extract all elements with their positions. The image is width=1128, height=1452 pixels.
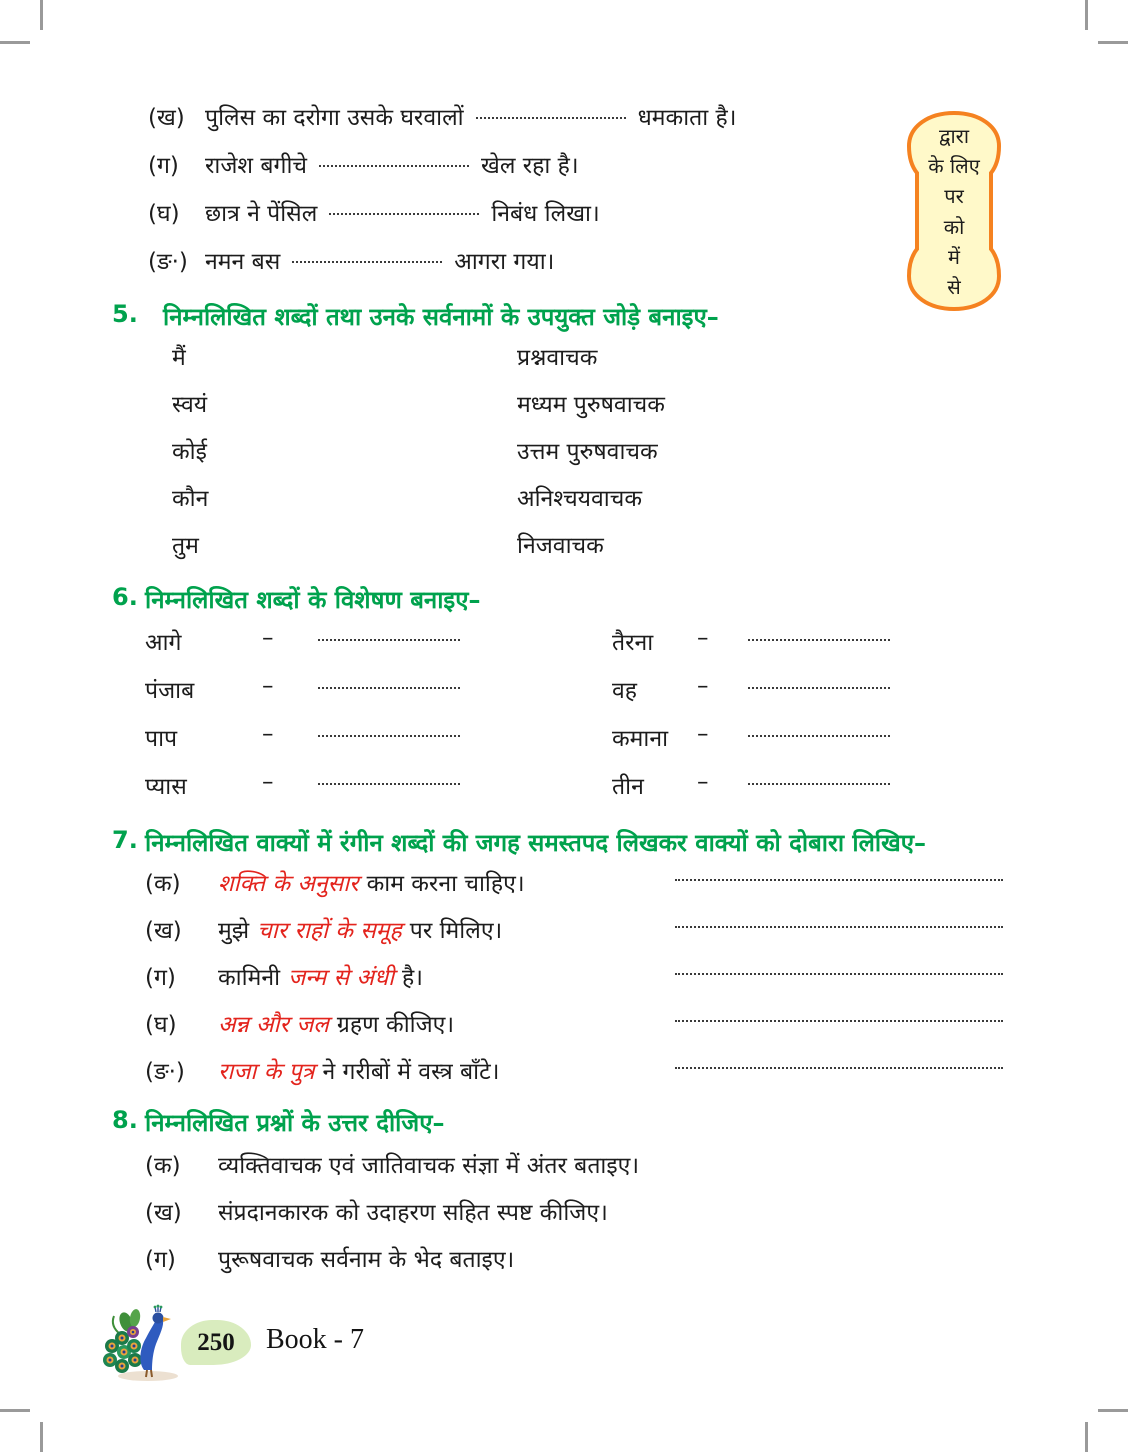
question-number: 8. (112, 1106, 138, 1134)
item-label: (घ) (145, 1012, 177, 1038)
question-text: व्यक्तिवाचक एवं जातिवाचक संज्ञा में अंतर बताइए। (218, 1153, 640, 1179)
blank-dots (748, 783, 890, 785)
question-text: संप्रदानकारक को उदाहरण सहित स्पष्ट कीजिए। (218, 1200, 608, 1226)
highlighted-phrase: चार राहों के समूह (257, 918, 402, 944)
page-number-badge (181, 1320, 251, 1365)
item-label: (क) (145, 1153, 181, 1179)
pair-match: उत्तम पुरुषवाचक (517, 439, 658, 465)
dash: – (697, 769, 709, 795)
crop-mark (1098, 41, 1128, 44)
answer-dots (675, 973, 1003, 975)
blank-dots (476, 117, 626, 119)
sentence-text: मुझे चार राहों के समूह पर मिलिए। (218, 918, 503, 944)
adjective-word: पंजाब (145, 678, 195, 704)
adjective-word: तैरना (612, 630, 654, 656)
blank-dots (318, 639, 460, 641)
item-label: (ङ·) (148, 249, 188, 275)
blank-dots (319, 165, 469, 167)
sentence-text: अन्न और जल ग्रहण कीजिए। (218, 1012, 455, 1038)
dash: – (262, 625, 274, 651)
crop-mark (0, 41, 30, 44)
item-label: (क) (145, 871, 181, 897)
item-label: (ख) (145, 1200, 182, 1226)
question-title: निम्नलिखित प्रश्नों के उत्तर दीजिए– (145, 1109, 445, 1137)
sentence-text: कामिनी जन्म से अंधी है। (218, 965, 423, 991)
answer-dots (675, 879, 1003, 881)
pair-row (0, 528, 1128, 575)
item-text: नमन बस आगरा गया। (205, 249, 555, 275)
blank-dots (318, 735, 460, 737)
sentence-item (0, 1007, 1128, 1054)
page-footer (0, 1300, 1128, 1400)
word-option: को (943, 214, 965, 239)
dash: – (262, 673, 274, 699)
sentence-text: राजा के पुत्र ने गरीबों में वस्त्र बाँटे। (218, 1059, 500, 1085)
dash: – (697, 625, 709, 651)
answer-dots (675, 926, 1003, 928)
word-option: पर (944, 184, 964, 209)
answer-dots (675, 1020, 1003, 1022)
item-label: (ग) (145, 1247, 176, 1273)
question-item (0, 1242, 1128, 1289)
item-text: छात्र ने पेंसिल निबंध लिखा। (205, 201, 600, 227)
word-option: से (947, 275, 961, 300)
adjective-word: कमाना (612, 726, 669, 752)
pair-word: कौन (172, 486, 209, 512)
blank-dots (318, 783, 460, 785)
sentence-item (0, 913, 1128, 960)
blank-dots (748, 639, 890, 641)
sentence-item (0, 866, 1128, 913)
adjective-row (0, 721, 1128, 769)
item-text: राजेश बगीचे खेल रहा है। (205, 153, 579, 179)
question-5-heading (0, 300, 1128, 336)
highlighted-phrase: राजा के पुत्र (218, 1059, 315, 1085)
dash: – (262, 769, 274, 795)
question-number: 7. (112, 826, 138, 854)
adjective-row (0, 625, 1128, 673)
question-number: 5. (112, 300, 138, 328)
pair-row (0, 434, 1128, 481)
item-label: (ख) (148, 105, 185, 131)
pair-word: तुम (172, 533, 199, 559)
sentence-item (0, 1054, 1128, 1101)
question-title: निम्नलिखित शब्दों के विशेषण बनाइए– (145, 586, 481, 614)
book-title: Book - 7 (266, 1324, 364, 1355)
dash: – (697, 673, 709, 699)
crop-mark (1085, 1422, 1088, 1452)
question-item (0, 1148, 1128, 1195)
item-label: (ग) (148, 153, 179, 179)
blank-dots (329, 213, 479, 215)
blank-dots (748, 735, 890, 737)
question-item (0, 1195, 1128, 1242)
word-options-box (901, 110, 1007, 312)
crop-mark (0, 1409, 30, 1412)
question-8-heading (0, 1106, 1128, 1142)
crop-mark (1085, 0, 1088, 30)
pair-word: मैं (172, 345, 186, 371)
word-option: में (948, 244, 960, 269)
question-title: निम्नलिखित वाक्यों में रंगीन शब्दों की जगह समस्तपद लिखकर वाक्यों को दोबारा लिखिए– (145, 829, 926, 857)
pair-word: कोई (172, 439, 207, 465)
highlighted-phrase: जन्म से अंधी (288, 965, 395, 991)
question-6-heading (0, 583, 1128, 619)
word-option: द्वारा (938, 123, 970, 148)
q6-adjective-list (0, 625, 1128, 817)
crop-mark (40, 1422, 43, 1452)
adjective-word: वह (612, 678, 638, 704)
q5-pair-list (0, 340, 1128, 575)
pair-match: अनिश्चयवाचक (517, 486, 643, 512)
blank-dots (318, 687, 460, 689)
dash: – (697, 721, 709, 747)
highlighted-phrase: अन्न और जल (218, 1012, 329, 1038)
adjective-word: प्यास (145, 774, 187, 800)
adjective-word: आगे (145, 630, 182, 656)
answer-dots (675, 1067, 1003, 1069)
pair-row (0, 340, 1128, 387)
pair-match: मध्यम पुरुषवाचक (517, 392, 665, 418)
blank-dots (748, 687, 890, 689)
sentence-item (0, 960, 1128, 1007)
blank-dots (292, 261, 442, 263)
sentence-text: शक्ति के अनुसार काम करना चाहिए। (218, 871, 525, 897)
adjective-row (0, 769, 1128, 817)
pair-word: स्वयं (172, 392, 208, 418)
q7-sentence-list (0, 866, 1128, 1101)
word-option: के लिए (928, 153, 980, 178)
item-label: (ख) (145, 918, 182, 944)
pair-match: प्रश्नवाचक (517, 345, 598, 371)
question-number: 6. (112, 583, 138, 611)
crop-mark (1098, 1409, 1128, 1412)
pair-row (0, 481, 1128, 528)
item-text: पुलिस का दरोगा उसके घरवालों धमकाता है। (205, 105, 737, 131)
question-title: निम्नलिखित शब्दों तथा उनके सर्वनामों के उपयुक्त जोड़े बनाइए– (163, 303, 719, 331)
pair-match: निजवाचक (517, 533, 604, 559)
adjective-word: तीन (612, 774, 644, 800)
pair-row (0, 387, 1128, 434)
page-number: 250 (197, 1328, 235, 1356)
crop-mark (40, 0, 43, 30)
item-label: (घ) (148, 201, 180, 227)
word-box-words (901, 110, 1007, 312)
item-label: (ग) (145, 965, 176, 991)
item-label: (ङ·) (145, 1059, 185, 1085)
adjective-row (0, 673, 1128, 721)
question-7-heading (0, 826, 1128, 862)
question-text: पुरूषवाचक सर्वनाम के भेद बताइए। (218, 1247, 515, 1273)
highlighted-phrase: शक्ति के अनुसार (218, 871, 359, 897)
adjective-word: पाप (145, 726, 178, 752)
dash: – (262, 721, 274, 747)
q8-question-list (0, 1148, 1128, 1289)
